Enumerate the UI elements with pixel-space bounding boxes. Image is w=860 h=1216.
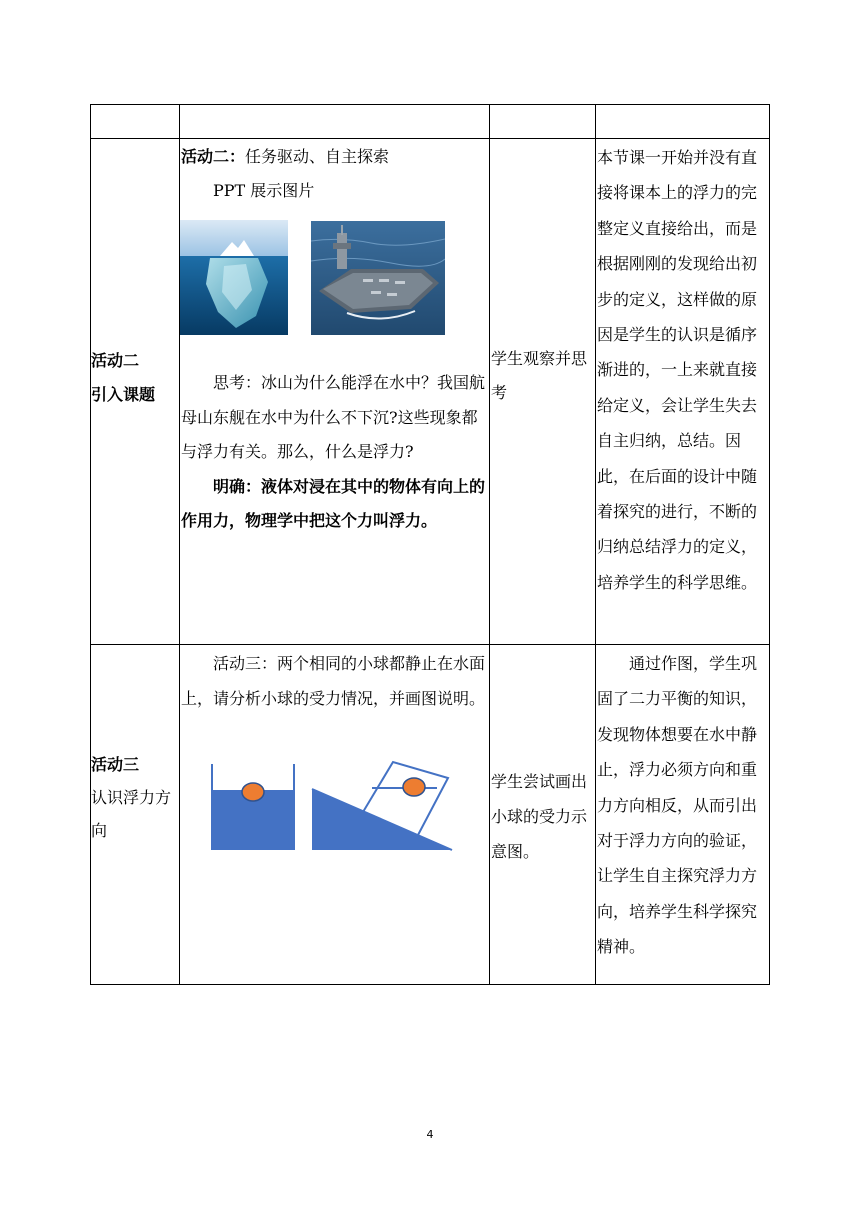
- ball-in-container: [242, 783, 264, 801]
- row2-think-text: [181, 366, 490, 539]
- clarify-paragraph: 明确：液体对浸在其中的物体有向上的作用力，物理学中把这个力叫浮力。: [181, 476, 486, 531]
- row2-stage-title: [91, 344, 177, 412]
- activity-heading-rest: 任务驱动、自主探索: [245, 147, 390, 166]
- iceberg-photo: [180, 220, 288, 335]
- ppt-line: PPT 展示图片: [213, 181, 315, 200]
- design-intent: 通过作图，学生巩固了二力平衡的知识，发现物体想要在水中静止，浮力必须方向和重力方向相反，从而引出对于浮力方向的验证，让学生自主探究浮力方向，培养学生科学探究精神。: [597, 654, 758, 957]
- vline: [595, 104, 596, 985]
- row2-activity-cell: [181, 140, 488, 208]
- student-activity: 学生尝试画出小球的受力示意图。: [491, 772, 588, 861]
- vline: [90, 104, 91, 985]
- design-intent: 本节课一开始并没有直接将课本上的浮力的完整定义直接给出，而是根据刚刚的发现给出初步的定义，这样做的原因是学生的认识是循序渐进的，一上来就直接给定义，会让学生失去自主归纳，总结。因此，在后面的设计中随着探究的进行，不断的归纳总结浮力的定义，培养学生的科学思维。: [597, 148, 758, 592]
- floating-balls-diagram: [205, 760, 455, 856]
- page-number: 4: [426, 1128, 434, 1141]
- stage-subtitle: 认识浮力方向: [91, 788, 172, 840]
- hline: [90, 644, 770, 645]
- row2-intent-cell: [597, 140, 770, 600]
- stage-subtitle: 引入课题: [91, 385, 156, 404]
- activity-heading: 活动二：: [181, 147, 246, 166]
- row3-stage-title: [91, 748, 179, 847]
- row3-student-cell: [491, 764, 595, 869]
- ball-on-slope: [403, 778, 425, 796]
- activity-text: 活动三：两个相同的小球都静止在水面上，请分析小球的受力情况，并画图说明。: [181, 654, 486, 708]
- student-activity: 学生观察并思考: [491, 349, 588, 402]
- hline: [90, 138, 770, 139]
- think-paragraph: 思考：冰山为什么能浮在水中？我国航母山东舰在水中为什么不下沉?这些现象都与浮力有关。那么，什么是浮力?: [181, 373, 486, 462]
- row3-intent-cell: [597, 646, 770, 965]
- row2-student-cell: [491, 342, 595, 410]
- row3-activity-cell: [181, 646, 490, 716]
- hline: [90, 104, 770, 105]
- stage-name: 活动二: [91, 351, 140, 370]
- vline: [489, 104, 490, 985]
- aircraft-carrier-photo: [311, 221, 445, 335]
- stage-name: 活动三: [91, 755, 140, 774]
- hline: [90, 984, 770, 985]
